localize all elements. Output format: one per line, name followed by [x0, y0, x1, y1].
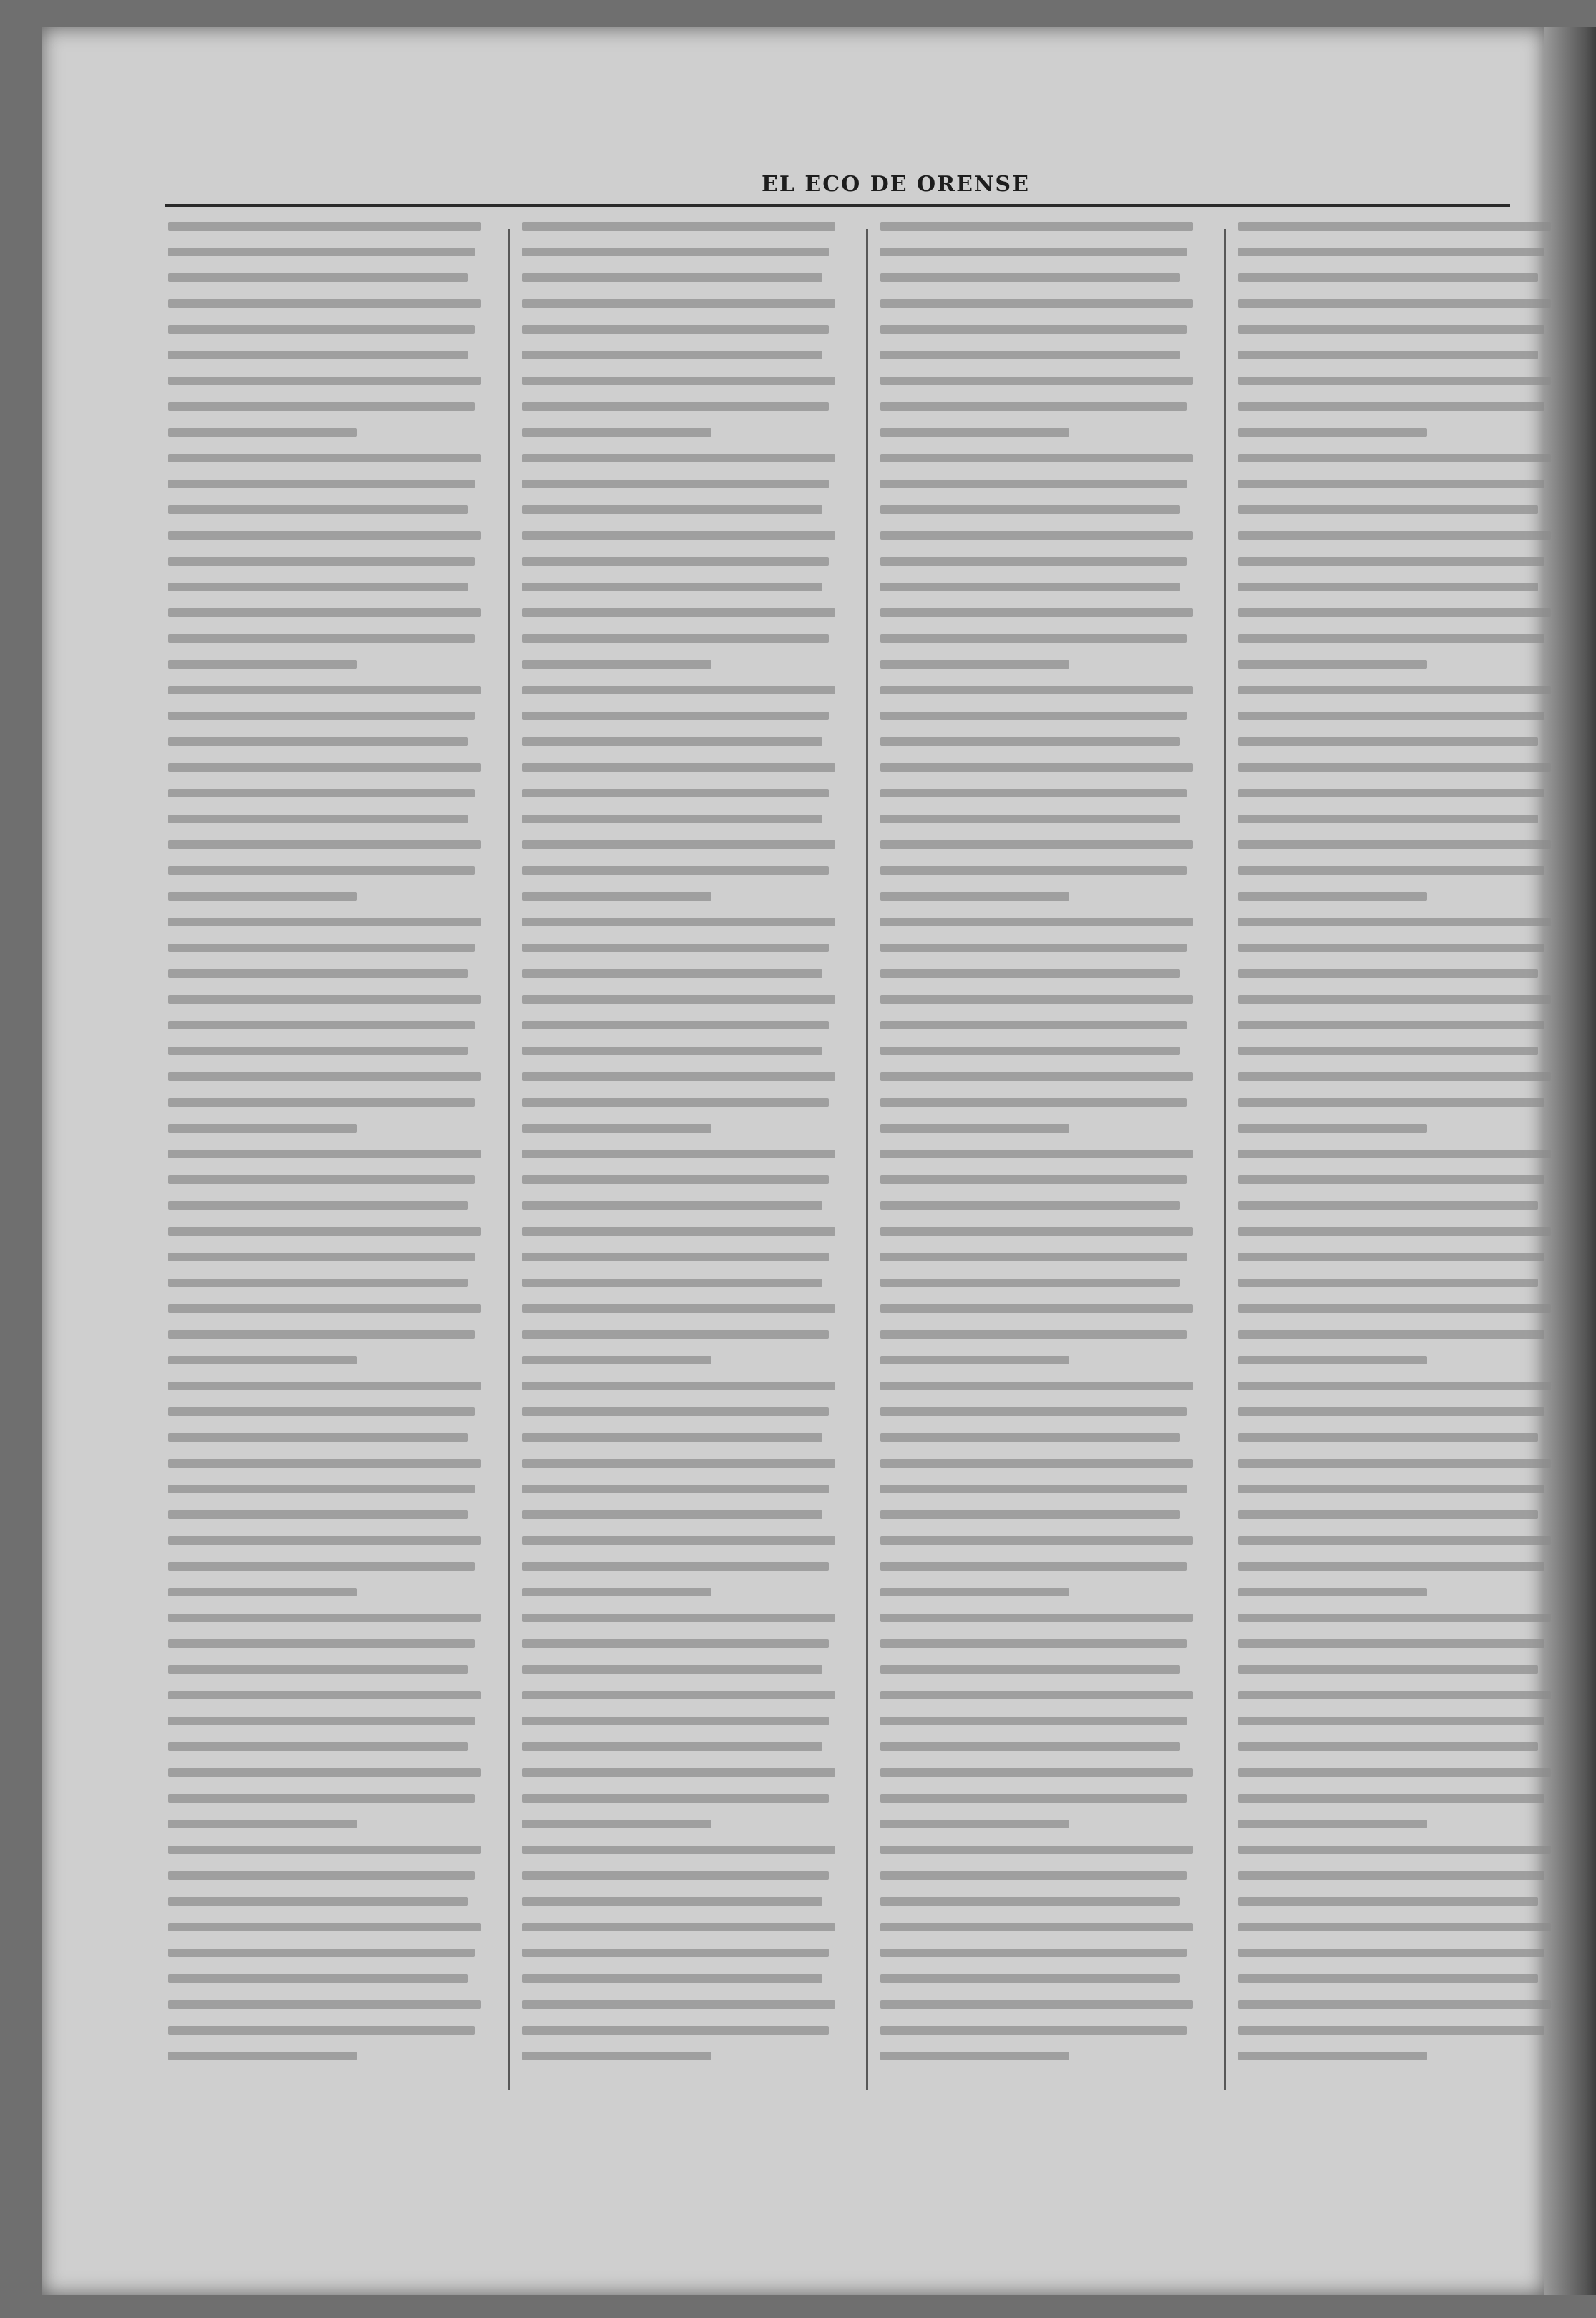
- text-line-placeholder: [1238, 377, 1551, 385]
- text-line-placeholder: [880, 1639, 1187, 1648]
- text-line-placeholder: [1238, 1485, 1544, 1493]
- text-column-2: [522, 222, 848, 2112]
- text-line-placeholder: [168, 273, 468, 282]
- text-line-placeholder: [1238, 608, 1551, 617]
- text-line-placeholder: [880, 1433, 1180, 1442]
- text-line-placeholder: [168, 1562, 475, 1571]
- text-line-placeholder: [880, 351, 1180, 359]
- text-line-placeholder: [168, 944, 475, 952]
- text-line-placeholder: [168, 1227, 481, 1236]
- text-line-placeholder: [1238, 1433, 1538, 1442]
- text-line-placeholder: [880, 1665, 1180, 1674]
- text-line-placeholder: [1238, 480, 1544, 488]
- text-line-placeholder: [168, 634, 475, 643]
- text-line-placeholder: [522, 1485, 829, 1493]
- column-divider: [866, 229, 868, 2090]
- text-line-placeholder: [1238, 1923, 1551, 1931]
- text-line-placeholder: [1238, 222, 1551, 231]
- text-line-placeholder: [880, 1846, 1193, 1854]
- text-line-placeholder: [522, 1717, 829, 1725]
- text-line-placeholder: [522, 1794, 829, 1803]
- text-line-placeholder: [1238, 1304, 1551, 1313]
- text-line-placeholder: [880, 1253, 1187, 1261]
- text-line-placeholder: [880, 892, 1069, 901]
- text-line-placeholder: [168, 1175, 475, 1184]
- text-line-placeholder: [168, 1742, 468, 1751]
- text-line-placeholder: [880, 1974, 1180, 1983]
- text-line-placeholder: [1238, 1227, 1551, 1236]
- text-line-placeholder: [522, 1253, 829, 1261]
- text-line-placeholder: [168, 531, 481, 540]
- text-line-placeholder: [168, 557, 475, 566]
- text-line-placeholder: [522, 1459, 835, 1468]
- text-line-placeholder: [880, 1098, 1187, 1107]
- text-line-placeholder: [880, 1871, 1187, 1880]
- text-line-placeholder: [168, 892, 357, 901]
- text-line-placeholder: [168, 1794, 475, 1803]
- text-line-placeholder: [1238, 763, 1551, 772]
- text-line-placeholder: [522, 2000, 835, 2009]
- text-line-placeholder: [1238, 1047, 1538, 1055]
- text-line-placeholder: [1238, 1407, 1544, 1416]
- text-line-placeholder: [880, 1742, 1180, 1751]
- text-line-placeholder: [522, 480, 829, 488]
- text-line-placeholder: [522, 1098, 829, 1107]
- text-line-placeholder: [880, 918, 1193, 926]
- text-line-placeholder: [1238, 454, 1551, 462]
- text-line-placeholder: [880, 1382, 1193, 1390]
- text-line-placeholder: [880, 1768, 1193, 1777]
- text-line-placeholder: [522, 1175, 829, 1184]
- text-line-placeholder: [168, 1304, 481, 1313]
- text-line-placeholder: [880, 944, 1187, 952]
- text-line-placeholder: [168, 1021, 475, 1029]
- text-line-placeholder: [880, 1175, 1187, 1184]
- text-line-placeholder: [1238, 402, 1544, 411]
- text-line-placeholder: [1238, 1021, 1544, 1029]
- text-line-placeholder: [880, 1510, 1180, 1519]
- text-line-placeholder: [522, 1820, 711, 1828]
- text-line-placeholder: [1238, 1614, 1551, 1622]
- text-line-placeholder: [1238, 789, 1544, 797]
- text-line-placeholder: [168, 1820, 357, 1828]
- column-divider: [508, 229, 510, 2090]
- text-line-placeholder: [1238, 1510, 1538, 1519]
- text-line-placeholder: [1238, 1949, 1544, 1957]
- text-line-placeholder: [880, 1820, 1069, 1828]
- text-line-placeholder: [522, 1691, 835, 1699]
- text-line-placeholder: [522, 583, 822, 591]
- text-line-placeholder: [1238, 1150, 1551, 1158]
- text-line-placeholder: [522, 377, 835, 385]
- text-line-placeholder: [1238, 1459, 1551, 1468]
- text-line-placeholder: [168, 428, 357, 437]
- text-line-placeholder: [522, 840, 835, 849]
- text-line-placeholder: [1238, 1382, 1551, 1390]
- text-line-placeholder: [168, 1510, 468, 1519]
- text-line-placeholder: [522, 1407, 829, 1416]
- text-line-placeholder: [522, 454, 835, 462]
- text-line-placeholder: [1238, 969, 1538, 978]
- text-line-placeholder: [168, 918, 481, 926]
- text-line-placeholder: [168, 583, 468, 591]
- text-line-placeholder: [522, 1614, 835, 1622]
- text-line-placeholder: [522, 1382, 835, 1390]
- text-line-placeholder: [168, 815, 468, 823]
- text-line-placeholder: [522, 1871, 829, 1880]
- text-line-placeholder: [522, 737, 822, 746]
- text-line-placeholder: [522, 1433, 822, 1442]
- text-line-placeholder: [168, 866, 475, 875]
- text-line-placeholder: [1238, 531, 1551, 540]
- text-line-placeholder: [168, 660, 357, 669]
- text-line-placeholder: [168, 840, 481, 849]
- text-line-placeholder: [168, 608, 481, 617]
- text-line-placeholder: [1238, 428, 1427, 437]
- text-line-placeholder: [168, 2026, 475, 2035]
- text-line-placeholder: [880, 1923, 1193, 1931]
- text-line-placeholder: [1238, 1175, 1544, 1184]
- text-line-placeholder: [1238, 1871, 1544, 1880]
- text-line-placeholder: [1238, 2026, 1544, 2035]
- text-line-placeholder: [168, 1536, 481, 1545]
- text-line-placeholder: [168, 1923, 481, 1931]
- text-line-placeholder: [880, 840, 1193, 849]
- text-line-placeholder: [880, 505, 1180, 514]
- text-line-placeholder: [168, 1253, 475, 1261]
- text-line-placeholder: [880, 428, 1069, 437]
- text-line-placeholder: [880, 969, 1180, 978]
- text-line-placeholder: [168, 1949, 475, 1957]
- text-line-placeholder: [1238, 505, 1538, 514]
- text-line-placeholder: [168, 686, 481, 694]
- text-line-placeholder: [880, 866, 1187, 875]
- text-line-placeholder: [1238, 1897, 1538, 1906]
- text-line-placeholder: [522, 944, 829, 952]
- text-line-placeholder: [168, 248, 475, 256]
- text-line-placeholder: [1238, 1768, 1551, 1777]
- text-line-placeholder: [522, 1742, 822, 1751]
- text-line-placeholder: [1238, 866, 1544, 875]
- text-line-placeholder: [1238, 1588, 1427, 1596]
- text-line-placeholder: [522, 660, 711, 669]
- text-line-placeholder: [168, 1356, 357, 1364]
- text-line-placeholder: [1238, 995, 1551, 1004]
- text-line-placeholder: [880, 660, 1069, 669]
- text-line-placeholder: [880, 273, 1180, 282]
- text-line-placeholder: [880, 454, 1193, 462]
- text-column-3: [880, 222, 1206, 2112]
- text-line-placeholder: [880, 1279, 1180, 1287]
- text-line-placeholder: [522, 969, 822, 978]
- text-line-placeholder: [1238, 1691, 1551, 1699]
- text-line-placeholder: [168, 1846, 481, 1854]
- text-line-placeholder: [168, 1072, 481, 1081]
- text-line-placeholder: [1238, 299, 1551, 308]
- text-line-placeholder: [880, 1691, 1193, 1699]
- text-line-placeholder: [1238, 2000, 1551, 2009]
- text-line-placeholder: [1238, 1356, 1427, 1364]
- text-line-placeholder: [168, 325, 475, 334]
- text-line-placeholder: [522, 1949, 829, 1957]
- text-line-placeholder: [522, 892, 711, 901]
- text-line-placeholder: [522, 325, 829, 334]
- text-line-placeholder: [1238, 1279, 1538, 1287]
- text-line-placeholder: [880, 377, 1193, 385]
- text-line-placeholder: [1238, 686, 1551, 694]
- text-line-placeholder: [1238, 557, 1544, 566]
- text-line-placeholder: [880, 634, 1187, 643]
- text-line-placeholder: [1238, 634, 1544, 643]
- text-line-placeholder: [522, 1072, 835, 1081]
- text-line-placeholder: [522, 686, 835, 694]
- text-line-placeholder: [168, 1974, 468, 1983]
- text-line-placeholder: [880, 1021, 1187, 1029]
- text-line-placeholder: [1238, 1072, 1551, 1081]
- text-line-placeholder: [522, 248, 829, 256]
- text-line-placeholder: [168, 712, 475, 720]
- text-line-placeholder: [880, 608, 1193, 617]
- text-line-placeholder: [880, 248, 1187, 256]
- text-line-placeholder: [1238, 351, 1538, 359]
- text-line-placeholder: [880, 763, 1193, 772]
- text-line-placeholder: [522, 531, 835, 540]
- text-line-placeholder: [522, 1330, 829, 1339]
- text-line-placeholder: [880, 995, 1193, 1004]
- text-line-placeholder: [522, 1897, 822, 1906]
- text-line-placeholder: [880, 1949, 1187, 1957]
- text-line-placeholder: [522, 1356, 711, 1364]
- text-line-placeholder: [168, 1407, 475, 1416]
- text-line-placeholder: [168, 299, 481, 308]
- text-line-placeholder: [168, 1330, 475, 1339]
- text-line-placeholder: [880, 712, 1187, 720]
- text-line-placeholder: [168, 1150, 481, 1158]
- text-line-placeholder: [168, 1588, 357, 1596]
- text-line-placeholder: [880, 2052, 1069, 2060]
- text-line-placeholder: [522, 995, 835, 1004]
- text-line-placeholder: [522, 428, 711, 437]
- text-line-placeholder: [168, 2052, 357, 2060]
- text-line-placeholder: [880, 1150, 1193, 1158]
- text-line-placeholder: [522, 1588, 711, 1596]
- text-line-placeholder: [168, 454, 481, 462]
- text-line-placeholder: [1238, 1124, 1427, 1133]
- text-line-placeholder: [880, 1227, 1193, 1236]
- text-line-placeholder: [168, 1871, 475, 1880]
- text-line-placeholder: [880, 686, 1193, 694]
- text-line-placeholder: [168, 1768, 481, 1777]
- text-line-placeholder: [880, 299, 1193, 308]
- text-line-placeholder: [522, 763, 835, 772]
- text-line-placeholder: [522, 789, 829, 797]
- text-line-placeholder: [1238, 583, 1538, 591]
- text-line-placeholder: [880, 737, 1180, 746]
- text-line-placeholder: [880, 815, 1180, 823]
- text-line-placeholder: [1238, 1201, 1538, 1210]
- text-line-placeholder: [1238, 1742, 1538, 1751]
- text-line-placeholder: [880, 2026, 1187, 2035]
- text-line-placeholder: [1238, 1794, 1544, 1803]
- text-line-placeholder: [880, 583, 1180, 591]
- text-line-placeholder: [880, 1356, 1069, 1364]
- text-line-placeholder: [880, 1588, 1069, 1596]
- text-line-placeholder: [880, 1201, 1180, 1210]
- text-line-placeholder: [522, 815, 822, 823]
- text-line-placeholder: [880, 1330, 1187, 1339]
- text-line-placeholder: [880, 1536, 1193, 1545]
- text-line-placeholder: [168, 505, 468, 514]
- header-rule: [165, 204, 1510, 207]
- newspaper-masthead: EL ECO DE ORENSE: [761, 172, 1030, 197]
- text-line-placeholder: [168, 995, 481, 1004]
- text-line-placeholder: [1238, 840, 1551, 849]
- text-line-placeholder: [880, 1072, 1193, 1081]
- text-line-placeholder: [522, 1304, 835, 1313]
- text-line-placeholder: [522, 1227, 835, 1236]
- text-line-placeholder: [168, 402, 475, 411]
- text-line-placeholder: [880, 1459, 1193, 1468]
- text-line-placeholder: [522, 1665, 822, 1674]
- text-line-placeholder: [880, 1897, 1180, 1906]
- text-column-1: [168, 222, 494, 2112]
- text-line-placeholder: [1238, 660, 1427, 669]
- text-line-placeholder: [880, 222, 1193, 231]
- text-line-placeholder: [522, 222, 835, 231]
- text-line-placeholder: [522, 918, 835, 926]
- text-line-placeholder: [522, 402, 829, 411]
- text-line-placeholder: [168, 1124, 357, 1133]
- text-line-placeholder: [168, 1614, 481, 1622]
- text-line-placeholder: [1238, 1330, 1544, 1339]
- text-line-placeholder: [522, 634, 829, 643]
- text-line-placeholder: [880, 325, 1187, 334]
- text-line-placeholder: [880, 402, 1187, 411]
- text-line-placeholder: [1238, 1536, 1551, 1545]
- column-divider: [1224, 229, 1226, 2090]
- text-line-placeholder: [880, 1047, 1180, 1055]
- text-line-placeholder: [522, 1923, 835, 1931]
- text-line-placeholder: [168, 789, 475, 797]
- text-line-placeholder: [1238, 944, 1544, 952]
- text-line-placeholder: [880, 1485, 1187, 1493]
- text-line-placeholder: [522, 557, 829, 566]
- text-line-placeholder: [880, 1562, 1187, 1571]
- text-line-placeholder: [168, 1691, 481, 1699]
- text-line-placeholder: [880, 789, 1187, 797]
- text-line-placeholder: [880, 557, 1187, 566]
- text-line-placeholder: [168, 1279, 468, 1287]
- text-line-placeholder: [522, 1768, 835, 1777]
- text-line-placeholder: [168, 1098, 475, 1107]
- text-line-placeholder: [522, 1021, 829, 1029]
- text-line-placeholder: [168, 969, 468, 978]
- text-line-placeholder: [522, 2026, 829, 2035]
- text-line-placeholder: [168, 1665, 468, 1674]
- text-line-placeholder: [1238, 1253, 1544, 1261]
- text-line-placeholder: [1238, 712, 1544, 720]
- text-line-placeholder: [522, 712, 829, 720]
- text-line-placeholder: [1238, 248, 1544, 256]
- text-line-placeholder: [168, 1382, 481, 1390]
- text-line-placeholder: [1238, 737, 1538, 746]
- text-line-placeholder: [168, 1639, 475, 1648]
- text-line-placeholder: [1238, 1665, 1538, 1674]
- text-column-4: [1238, 222, 1564, 2112]
- text-line-placeholder: [168, 1047, 468, 1055]
- text-line-placeholder: [522, 1201, 822, 1210]
- text-line-placeholder: [168, 2000, 481, 2009]
- text-line-placeholder: [880, 1407, 1187, 1416]
- text-line-placeholder: [1238, 1974, 1538, 1983]
- text-line-placeholder: [168, 737, 468, 746]
- text-line-placeholder: [522, 1974, 822, 1983]
- text-line-placeholder: [1238, 1562, 1544, 1571]
- text-line-placeholder: [168, 1459, 481, 1468]
- text-line-placeholder: [522, 299, 835, 308]
- text-line-placeholder: [1238, 1820, 1427, 1828]
- text-line-placeholder: [522, 273, 822, 282]
- text-line-placeholder: [880, 1124, 1069, 1133]
- text-line-placeholder: [880, 480, 1187, 488]
- text-line-placeholder: [1238, 273, 1538, 282]
- text-line-placeholder: [880, 1794, 1187, 1803]
- text-line-placeholder: [522, 1150, 835, 1158]
- text-line-placeholder: [1238, 1717, 1544, 1725]
- text-line-placeholder: [522, 351, 822, 359]
- text-line-placeholder: [168, 480, 475, 488]
- text-line-placeholder: [168, 222, 481, 231]
- text-line-placeholder: [522, 1536, 835, 1545]
- text-line-placeholder: [1238, 1846, 1551, 1854]
- text-line-placeholder: [1238, 325, 1544, 334]
- text-line-placeholder: [522, 1047, 822, 1055]
- text-line-placeholder: [880, 531, 1193, 540]
- text-line-placeholder: [522, 1846, 835, 1854]
- text-line-placeholder: [1238, 2052, 1427, 2060]
- text-line-placeholder: [880, 1304, 1193, 1313]
- text-line-placeholder: [522, 1639, 829, 1648]
- text-line-placeholder: [880, 1717, 1187, 1725]
- text-line-placeholder: [522, 608, 835, 617]
- text-line-placeholder: [522, 2052, 711, 2060]
- text-line-placeholder: [1238, 892, 1427, 901]
- text-line-placeholder: [1238, 918, 1551, 926]
- text-line-placeholder: [880, 2000, 1193, 2009]
- text-line-placeholder: [168, 351, 468, 359]
- text-line-placeholder: [522, 866, 829, 875]
- text-line-placeholder: [168, 1433, 468, 1442]
- text-line-placeholder: [522, 1279, 822, 1287]
- text-line-placeholder: [168, 763, 481, 772]
- text-line-placeholder: [1238, 1639, 1544, 1648]
- text-line-placeholder: [168, 1201, 468, 1210]
- text-line-placeholder: [1238, 815, 1538, 823]
- text-line-placeholder: [522, 1124, 711, 1133]
- text-line-placeholder: [168, 1485, 475, 1493]
- text-line-placeholder: [168, 1717, 475, 1725]
- text-line-placeholder: [1238, 1098, 1544, 1107]
- text-line-placeholder: [522, 505, 822, 514]
- text-line-placeholder: [168, 377, 481, 385]
- text-line-placeholder: [522, 1510, 822, 1519]
- text-line-placeholder: [522, 1562, 829, 1571]
- text-line-placeholder: [880, 1614, 1193, 1622]
- text-line-placeholder: [168, 1897, 468, 1906]
